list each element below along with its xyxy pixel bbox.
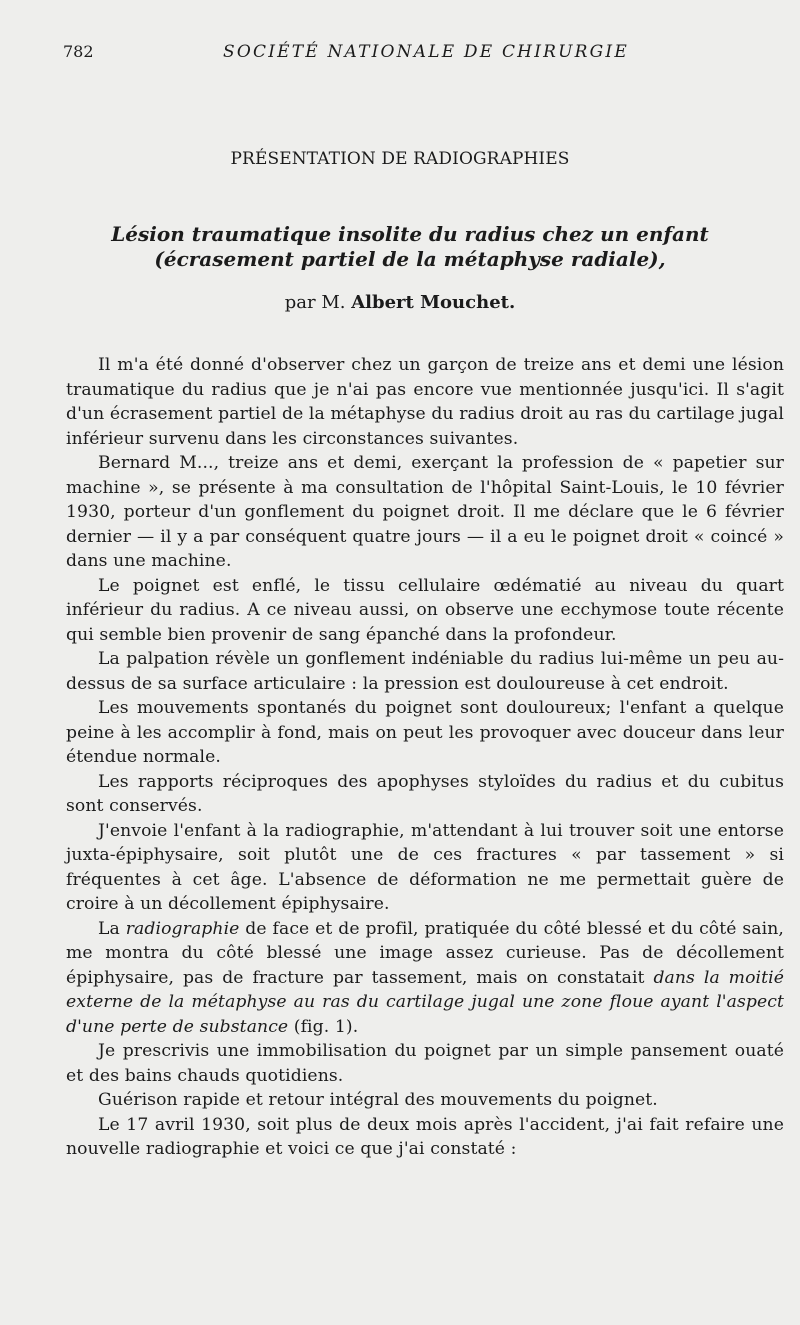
paragraph-1: Il m'a été donné d'observer chez un garçon de treize ans et demi une lésion traumatique du radius que je n'ai pas encore vue mentionnée jusqu'ici. Il s'agit d'un écrasement partiel de la métaphyse du radius droit au ras du cartilage jugal inférieur survenu dans les circonstances suivantes. [66, 355, 784, 449]
article-title-line-2: (écrasement partiel de la métaphyse radiale), [154, 247, 666, 271]
byline [0, 292, 800, 313]
paragraph-6: Les rapports réciproques des apophyses styloïdes du radius et du cubitus sont conservés. [66, 771, 784, 816]
section-title: PRÉSENTATION DE RADIOGRAPHIES [230, 149, 570, 169]
paragraph-8-text-a: La [98, 918, 126, 939]
article-body [66, 353, 784, 1162]
paragraph-8-text-c: (fig. 1). [288, 1016, 359, 1037]
paragraph-8 [66, 917, 784, 1040]
author-name: Albert Mouchet. [351, 292, 516, 313]
article-title [60, 222, 760, 272]
paragraph-7: J'envoie l'enfant à la radiographie, m'attendant à lui trouver soit une entorse juxta-épiphysaire, soit plutôt une de ces fractures « par tassement » si fréquentes à cet âge. L'absence de déformation ne me permettait guère de croire à un décollement épiphysaire. [66, 820, 784, 914]
paragraph-4: La palpation révèle un gonflement indéniable du radius lui-même un peu au-dessus de sa surface articulaire : la pression est douloureuse à cet endroit. [66, 649, 784, 694]
page-number: 782 [63, 42, 94, 61]
byline-prefix: par M. [284, 292, 346, 313]
paragraph-10: Guérison rapide et retour intégral des mouvements du poignet. [98, 1090, 658, 1110]
paragraph-8-emphasis-finding: dans la moitié externe de la métaphyse au ras du cartilage jugal une zone floue ayant l'aspect d'une perte de substance [66, 967, 784, 1037]
paragraph-3: Le poignet est enflé, le tissu cellulaire œdématié au niveau du quart inférieur du radius. A ce niveau aussi, on observe une ecchymose toute récente qui semble bien provenir de sang épanché dans la profondeur. [66, 575, 784, 645]
paragraph-11: Le 17 avril 1930, soit plus de deux mois après l'accident, j'ai fait refaire une nouvelle radiographie et voici ce que j'ai constaté : [66, 1114, 784, 1159]
paragraph-2: Bernard M..., treize ans et demi, exerçant la profession de « papetier sur machine », se présente à ma consultation de l'hôpital Saint-Louis, le 10 février 1930, porteur d'un gonflement du poignet droit. Il me déclare que le 6 février dernier — il y a par conséquent quatre jours — il a eu le poignet droit « coincé » dans une machine. [66, 453, 784, 571]
paragraph-8-text-b: de face et de profil, pratiquée du côté blessé et du côté sain, me montra du côté blessé une image assez curieuse. Pas de décollement épiphysaire, pas de fracture par tassement, mais on constatait [66, 918, 784, 988]
paragraph-8-emphasis-radiographie: radiographie [125, 918, 240, 939]
article-title-line-1: Lésion traumatique insolite du radius chez un enfant [111, 222, 709, 246]
paragraph-9: Je prescrivis une immobilisation du poignet par un simple pansement ouaté et des bains chauds quotidiens. [66, 1041, 784, 1086]
paragraph-5: Les mouvements spontanés du poignet sont douloureux; l'enfant a quelque peine à les accomplir à fond, mais on peut les provoquer avec douceur dans leur étendue normale. [66, 698, 784, 767]
running-title: SOCIÉTÉ NATIONALE DE CHIRURGIE [223, 42, 629, 62]
running-header [63, 42, 763, 66]
